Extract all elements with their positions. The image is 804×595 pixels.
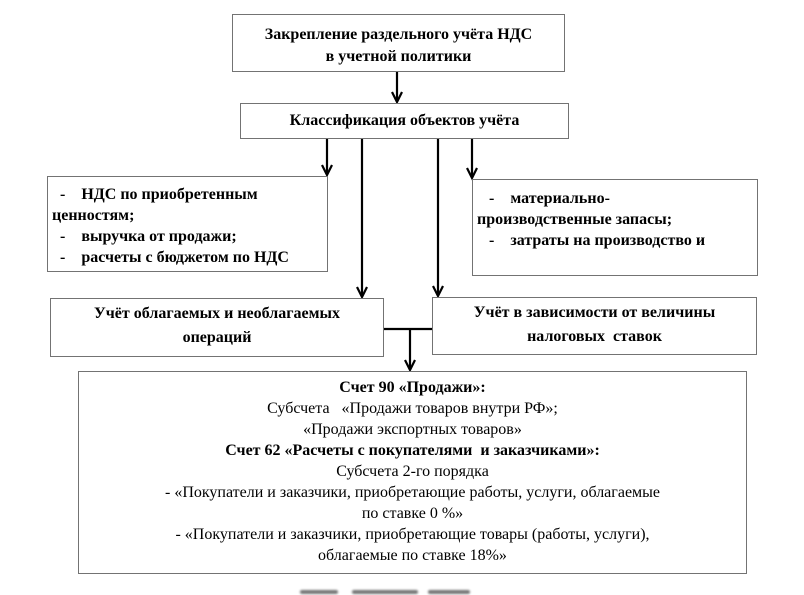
arrowhead-operations bbox=[357, 287, 367, 297]
nds-objects-line: - расчеты с бюджетом по НДС bbox=[52, 249, 289, 266]
account-62-subline-5: облагаемые по ставке 18%» bbox=[318, 547, 507, 564]
arrowhead-inventory bbox=[467, 168, 477, 178]
rates-line-1: Учёт в зависимости от величины bbox=[473, 304, 716, 321]
account-62-subline-3: по ставке 0 %» bbox=[361, 505, 464, 522]
operations-line-1: Учёт облагаемых и необлагаемых bbox=[94, 305, 340, 322]
classification-box bbox=[240, 103, 569, 139]
account-62-heading: Счет 62 «Расчеты с покупателями и заказчиками»: bbox=[225, 442, 600, 459]
accounts-box bbox=[78, 371, 747, 574]
cutoff-text-artifact bbox=[352, 590, 418, 594]
title-line-2: в учетной политики bbox=[325, 48, 472, 65]
rates-line-2: налоговых ставок bbox=[527, 328, 662, 345]
account-62-subline-4: - «Покупатели и заказчики, приобретающие товары (работы, услуги), bbox=[175, 526, 650, 543]
nds-objects-line: - выручка от продажи; bbox=[52, 228, 237, 245]
operations-line-2: операций bbox=[182, 329, 252, 346]
inventory-line: - материально- bbox=[477, 190, 610, 207]
title-line-1: Закрепление раздельного учёта НДС bbox=[264, 26, 533, 43]
cutoff-text-artifact bbox=[300, 590, 338, 594]
tax-rates-box bbox=[432, 297, 757, 355]
account-62-subline-1: Субсчета 2-го порядка bbox=[336, 463, 489, 480]
account-90-heading: Счет 90 «Продажи»: bbox=[339, 379, 486, 396]
title-box bbox=[232, 14, 565, 72]
classification-label: Классификация объектов учёта bbox=[289, 112, 520, 129]
taxable-operations-box bbox=[50, 298, 384, 357]
arrowhead-title-to-classification bbox=[392, 92, 402, 102]
account-90-subline-2: «Продажи экспортных товаров» bbox=[303, 421, 522, 438]
cutoff-text-artifact bbox=[428, 590, 470, 594]
nds-objects-line: - НДС по приобретенным bbox=[52, 186, 258, 203]
nds-objects-line: ценностям; bbox=[52, 207, 135, 224]
account-90-subline-1: Субсчета «Продажи товаров внутри РФ»; bbox=[267, 400, 558, 417]
inventory-line: производственные запасы; bbox=[477, 211, 673, 228]
nds-objects-box bbox=[47, 176, 328, 272]
account-62-subline-2: - «Покупатели и заказчики, приобретающие работы, услуги, облагаемые bbox=[164, 484, 661, 501]
inventory-line: - затраты на производство и bbox=[477, 232, 706, 249]
arrowhead-accounts bbox=[405, 360, 415, 370]
arrowhead-rates bbox=[433, 286, 443, 296]
arrowhead-nds-objects bbox=[322, 165, 332, 175]
inventory-objects-box bbox=[472, 179, 758, 276]
